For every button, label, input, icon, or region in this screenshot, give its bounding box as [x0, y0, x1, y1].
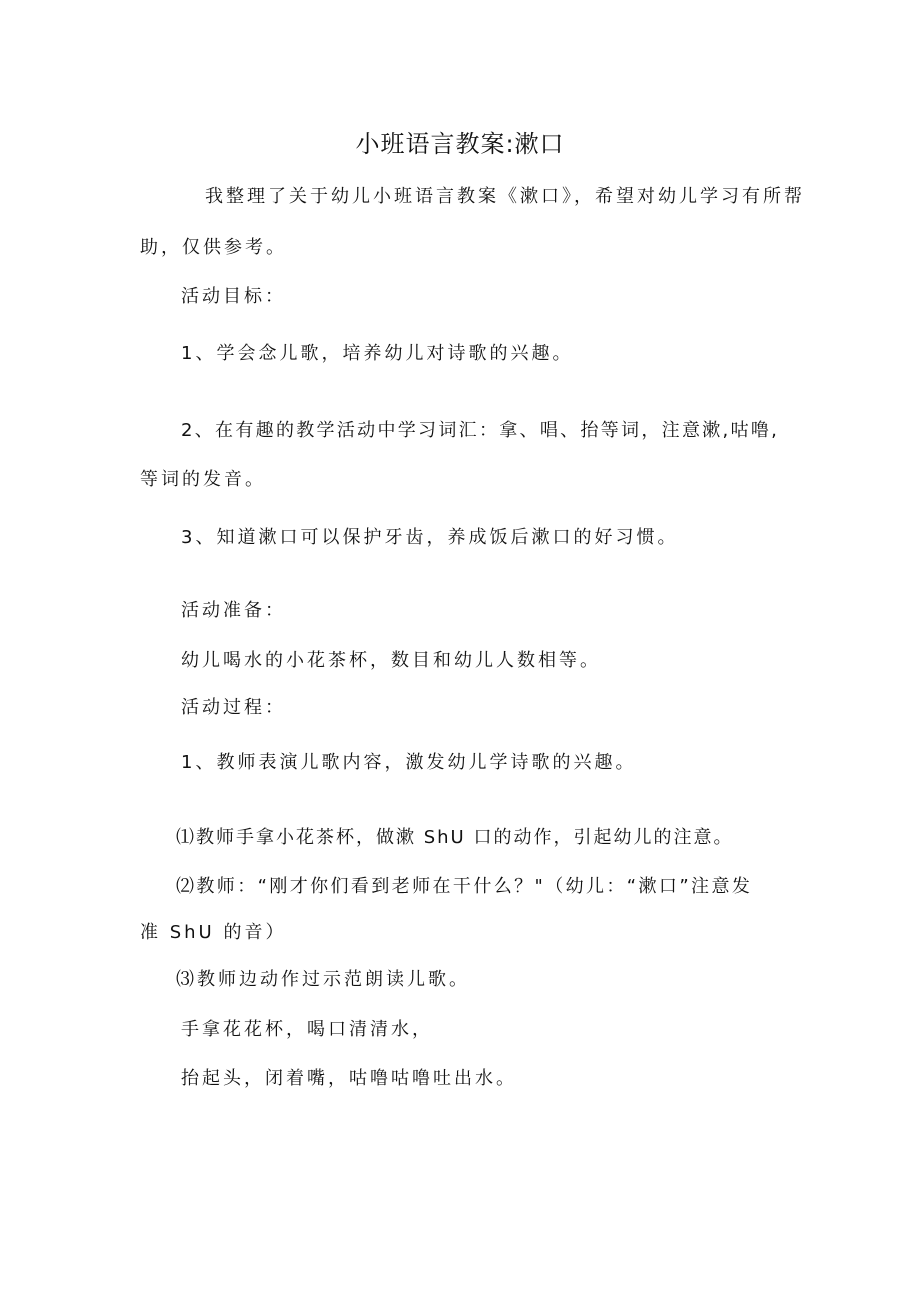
goal-2-line-1: 2、在有趣的教学活动中学习词汇：拿、唱、抬等词，注意漱,咕噜,	[181, 420, 780, 441]
document-title: 小班语言教案:漱口	[355, 130, 565, 158]
goal-3: 3、知道漱口可以保护牙齿，养成饭后漱口的好习惯。	[181, 527, 679, 548]
process-step-1: 1、教师表演儿歌内容，激发幼儿学诗歌的兴趣。	[181, 752, 637, 773]
intro-line-1: 我整理了关于幼儿小班语言教案《漱口》，希望对幼儿学习有所帮	[205, 186, 805, 207]
sub-step-2-line-2: 准 ShU 的音）	[140, 922, 287, 943]
prep-text: 幼儿喝水的小花茶杯，数目和幼儿人数相等。	[181, 650, 601, 671]
process-heading: 活动过程：	[181, 697, 286, 718]
intro-line-2: 助，仅供参考。	[140, 237, 287, 258]
goals-heading: 活动目标：	[181, 286, 286, 307]
sub-step-3: ⑶教师边动作过示范朗读儿歌。	[176, 969, 470, 990]
prep-heading: 活动准备：	[181, 600, 286, 621]
goal-1: 1、学会念儿歌，培养幼儿对诗歌的兴趣。	[181, 343, 574, 364]
poem-line-1: 手拿花花杯，喝口清清水，	[181, 1019, 433, 1040]
sub-step-2-line-1: ⑵教师：“刚才你们看到老师在干什么？"（幼儿：“漱口”注意发	[176, 876, 753, 897]
goal-2-line-2: 等词的发音。	[140, 469, 266, 490]
poem-line-2: 抬起头，闭着嘴，咕噜咕噜吐出水。	[181, 1068, 517, 1089]
sub-step-1: ⑴教师手拿小花茶杯，做漱 ShU 口的动作，引起幼儿的注意。	[176, 827, 734, 848]
